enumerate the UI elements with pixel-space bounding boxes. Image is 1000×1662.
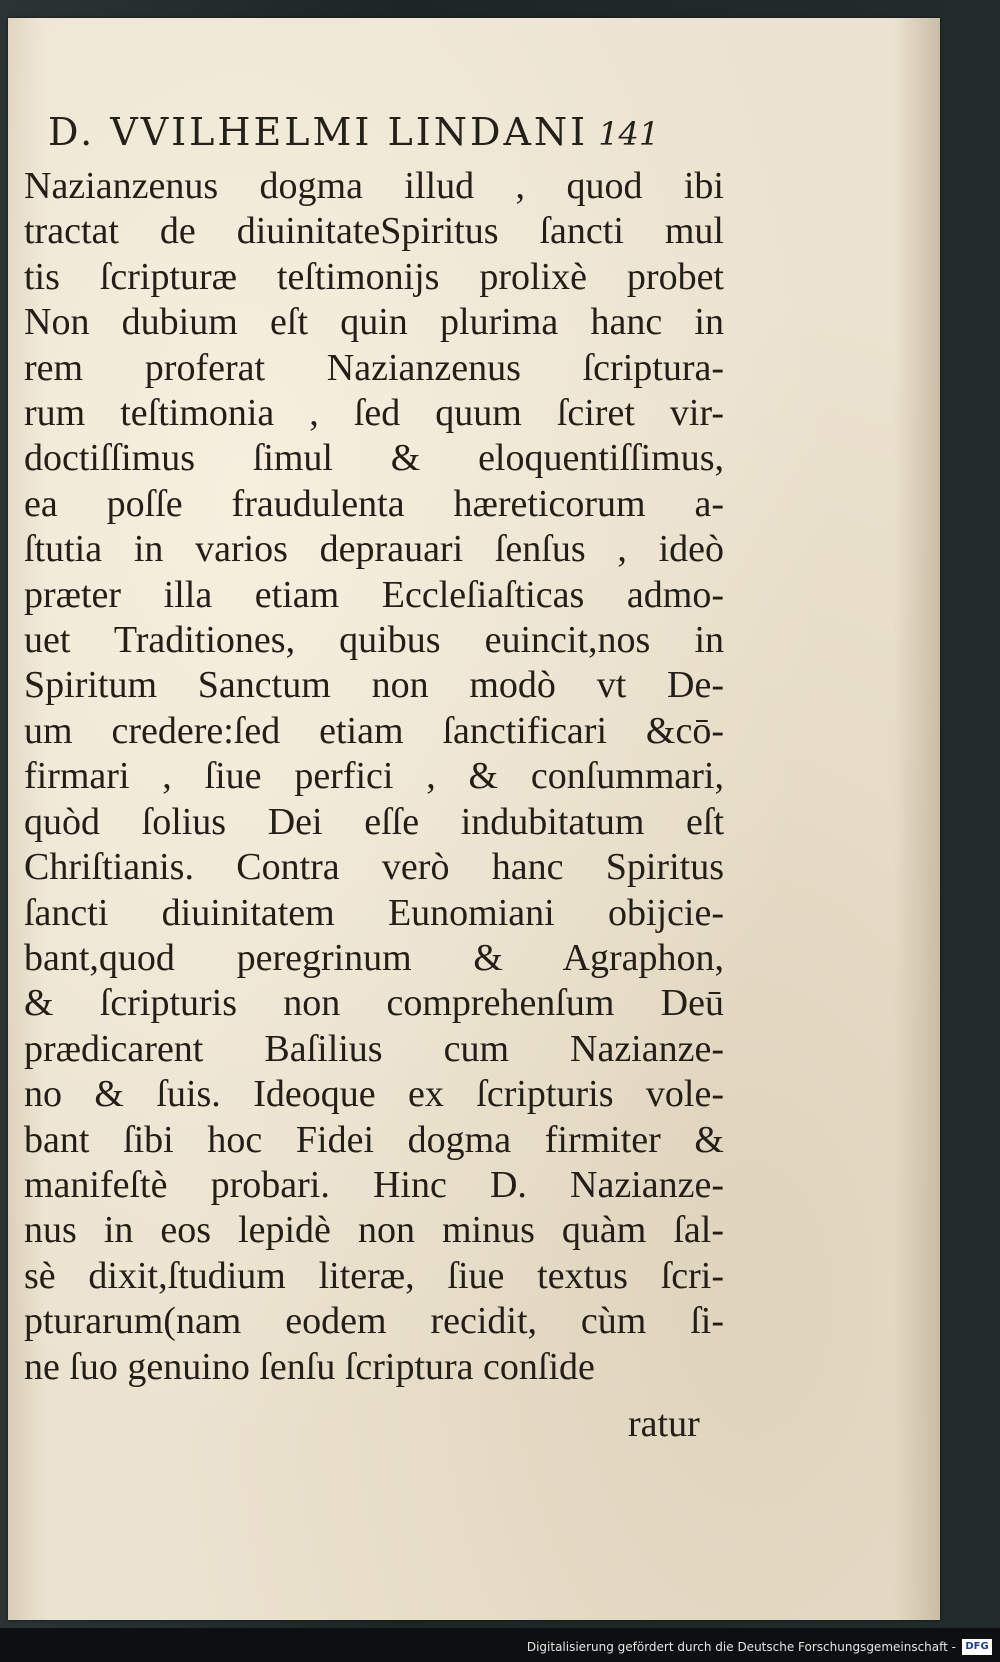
- text-line: firmari , ſiue perfici , & conſummari,: [24, 755, 724, 798]
- folio-number: 141: [598, 115, 660, 153]
- text-line: Nazianzenus dogma illud , quod ibi: [24, 165, 724, 207]
- text-line: prædicarent Baſilius cum Nazianze-: [24, 1027, 724, 1070]
- text-line: præter illa etiam Eccleſiaſticas admo-: [24, 573, 724, 616]
- text-line: ea poſſe fraudulenta hæreticorum a-: [24, 482, 724, 525]
- running-head: [48, 110, 659, 154]
- text-line: bant,quod peregrinum & Agraphon,: [24, 936, 724, 979]
- text-line: no & ſuis. Ideoque ex ſcripturis vole-: [24, 1073, 724, 1116]
- footer-bar: [0, 1628, 1000, 1662]
- text-line: nus in eos lepidè non minus quàm ſal-: [24, 1209, 724, 1252]
- text-line: manifeſtè probari. Hinc D. Nazianze-: [24, 1163, 724, 1206]
- text-line: rum teſtimonia , ſed quum ſciret vir-: [24, 392, 724, 435]
- text-line: um credere:ſed etiam ſanctificari &cō-: [24, 709, 724, 752]
- body-text: [24, 164, 724, 1390]
- catchword: ratur: [628, 1403, 700, 1445]
- dfg-logo-icon: DFG: [962, 1639, 992, 1655]
- text-line: doctiſſimus ſimul & eloquentiſſimus,: [24, 437, 724, 480]
- text-line: tis ſcripturæ teſtimonijs prolixè probet: [24, 255, 724, 298]
- text-line: pturarum(nam eodem recidit, cùm ſi-: [24, 1300, 724, 1343]
- text-line: Non dubium eſt quin plurima hanc in: [24, 301, 724, 344]
- text-line: Chriſtianis. Contra verò hanc Spiritus: [24, 846, 724, 889]
- text-line: quòd ſolius Dei eſſe indubitatum eſt: [24, 800, 724, 843]
- text-line: ne ſuo genuino ſenſu ſcriptura conſide: [24, 1345, 595, 1388]
- running-title: D. VVILHELMI LINDANI: [48, 110, 589, 154]
- text-line: tractat de diuinitateSpiritus ſancti mul: [24, 210, 724, 253]
- funding-credit: Digitalisierung gefördert durch die Deutsche Forschungsgemeinschaft -: [526, 1640, 956, 1654]
- text-line: sè dixit,ſtudium literæ, ſiue textus ſcri-: [24, 1254, 724, 1297]
- text-line: Spiritum Sanctum non modò vt De-: [24, 664, 724, 707]
- book-page: [8, 18, 940, 1620]
- text-line: uet Traditiones, quibus euincit,nos in: [24, 619, 724, 662]
- text-line: bant ſibi hoc Fidei dogma firmiter &: [24, 1118, 724, 1161]
- text-line: rem proferat Nazianzenus ſcriptura-: [24, 346, 724, 389]
- text-line: ſancti diuinitatem Eunomiani obijcie-: [24, 891, 724, 934]
- text-line: ſtutia in varios deprauari ſenſus , ideò: [24, 528, 724, 571]
- text-line: & ſcripturis non comprehenſum Deū: [24, 982, 724, 1025]
